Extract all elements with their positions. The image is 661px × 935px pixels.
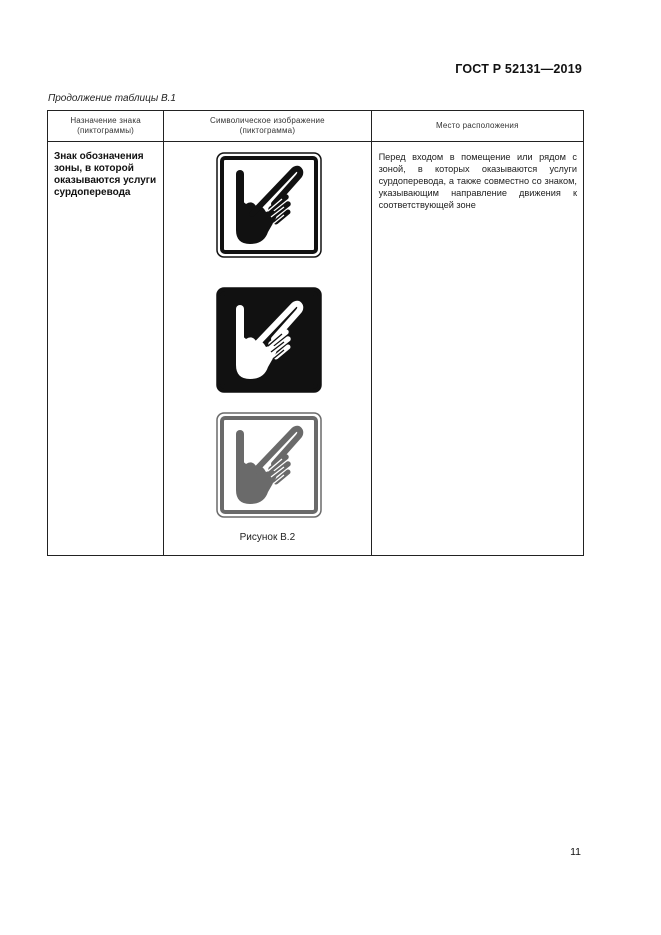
header-purpose-line2: (пиктограммы) bbox=[77, 126, 135, 135]
table-caption: Продолжение таблицы В.1 bbox=[48, 93, 176, 104]
header-location bbox=[371, 111, 583, 142]
header-location-line1: Место расположения bbox=[435, 121, 519, 130]
header-symbol-line2: (пиктограмма) bbox=[239, 126, 296, 135]
page-number: 11 bbox=[570, 846, 581, 858]
header-symbol-line1: Символическое изображение bbox=[210, 116, 325, 125]
sign-language-hand-icon bbox=[216, 152, 322, 258]
location-cell bbox=[371, 142, 583, 556]
header-symbol bbox=[164, 111, 371, 142]
table-row bbox=[48, 142, 584, 556]
document-code: ГОСТ Р 52131—2019 bbox=[455, 62, 582, 76]
purpose-text: Знак обозначения зоны, в которой оказываются услуги сурдоперевода bbox=[54, 151, 157, 198]
sign-language-hand-icon-inverted bbox=[216, 287, 322, 393]
table-header-row bbox=[48, 111, 584, 142]
pictogram-cell bbox=[164, 142, 371, 556]
sign-language-hand-icon-grey bbox=[216, 412, 322, 518]
signs-table bbox=[47, 110, 584, 556]
header-purpose-line1: Назначение знака bbox=[70, 116, 141, 125]
header-purpose bbox=[48, 111, 164, 142]
figure-caption: Рисунок В.2 bbox=[239, 532, 296, 543]
purpose-cell bbox=[48, 142, 164, 556]
location-text: Перед входом в помещение или рядом с зоной, в которых оказываются услуги сурдоперевода, а также совместно со знаком, указывающим направление движения к соответствующей зоне bbox=[378, 152, 577, 210]
